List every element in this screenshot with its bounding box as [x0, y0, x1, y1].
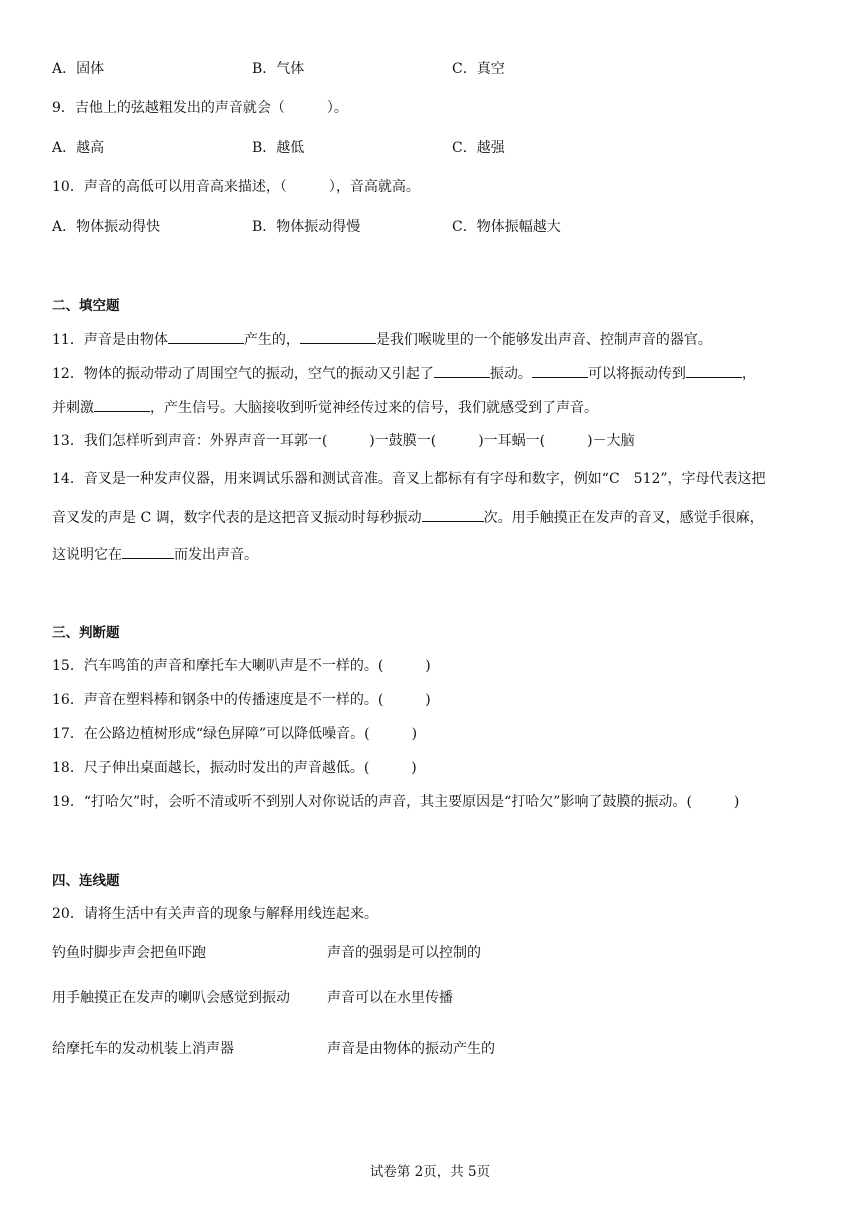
q10-option-c: C．物体振幅越大	[452, 219, 561, 235]
q8-option-c: C．真空	[452, 61, 505, 77]
q9-stem: 9．吉他上的弦越粗发出的声音就会（ ）。	[52, 100, 348, 116]
q12-blank-1	[434, 363, 490, 378]
q18: 18．尺子伸出桌面越长，振动时发出的声音越低。( )	[52, 760, 417, 776]
q11-blank-2	[300, 329, 376, 344]
q14-part-1: 音叉发的声是 C 调，数字代表的是这把音叉振动时每秒振动	[52, 510, 422, 526]
q11-part-3: 是我们喉咙里的一个能够发出声音、控制声音的器官。	[375, 332, 712, 348]
match-left-1: 钓鱼时脚步声会把鱼吓跑	[52, 945, 206, 961]
q12-line-1	[52, 363, 756, 384]
q15: 15．汽车鸣笛的声音和摩托车大喇叭声是不一样的。( )	[52, 658, 431, 674]
q10-option-a: A．物体振动得快	[52, 219, 161, 235]
q14-line-3	[52, 544, 258, 565]
q12-part-4: ，	[741, 366, 756, 382]
q16: 16．声音在塑料棒和钢条中的传播速度是不一样的。( )	[52, 692, 431, 708]
q20: 20．请将生活中有关声音的现象与解释用线连起来。	[52, 906, 378, 922]
q14-blank-1	[422, 507, 484, 522]
q17: 17．在公路边植树形成“绿色屏障”可以降低噪音。( )	[52, 726, 418, 742]
q14-part-2: 次。用手触摸正在发声的音叉，感觉手很麻，	[483, 510, 764, 526]
page-footer: 试卷第 2页，共 5页	[369, 1164, 491, 1180]
q11-part-1: 11．声音是由物体	[52, 332, 168, 348]
q10-stem: 10．声音的高低可以用音高来描述，（ ），音高就高。	[52, 179, 420, 195]
match-right-1: 声音的强弱是可以控制的	[327, 945, 481, 961]
match-left-2: 用手触摸正在发声的喇叭会感觉到振动	[52, 990, 290, 1006]
q14-line-2	[52, 507, 764, 528]
q12-part-1: 12．物体的振动带动了周围空气的振动，空气的振动又引起了	[52, 366, 434, 382]
match-right-2: 声音可以在水里传播	[327, 990, 453, 1006]
section-4-title: 四、连线题	[52, 873, 120, 889]
q12-blank-4	[94, 397, 150, 412]
q14-part-4: 而发出声音。	[174, 547, 258, 563]
q10-option-b: B．物体振动得慢	[252, 219, 361, 235]
q14-blank-2	[122, 544, 174, 559]
q12-line-2	[52, 397, 598, 418]
q11-part-2: 产生的，	[243, 332, 300, 348]
match-left-3: 给摩托车的发动机装上消声器	[52, 1041, 234, 1057]
match-right-3: 声音是由物体的振动产生的	[327, 1041, 495, 1057]
q11	[52, 329, 712, 350]
q12-part-6: ，产生信号。大脑接收到听觉神经传过来的信号，我们就感受到了声音。	[150, 400, 598, 416]
q12-part-2: 振动。	[489, 366, 532, 382]
q9-option-b: B．越低	[252, 140, 305, 156]
q8-option-a: A．固体	[52, 61, 105, 77]
q12-blank-2	[532, 363, 588, 378]
q12-part-3: 可以将振动传到	[587, 366, 686, 382]
q9-option-a: A．越高	[52, 140, 105, 156]
q12-blank-3	[686, 363, 742, 378]
q19: 19．“打哈欠”时，会听不清或听不到别人对你说话的声音，其主要原因是“打哈欠”影响了鼓膜的振动。( )	[52, 794, 740, 810]
q14-line-1: 14．音叉是一种发声仪器，用来调试乐器和测试音准。音叉上都标有有字母和数字，例如“C 512”，字母代表这把	[52, 471, 766, 487]
q13: 13．我们怎样听到声音：外界声音一耳郭一( )一鼓膜一( )一耳蜗一( )－大脑	[52, 433, 635, 449]
q8-option-b: B．气体	[252, 61, 305, 77]
section-3-title: 三、判断题	[52, 625, 120, 641]
q9-option-c: C．越强	[452, 140, 505, 156]
q12-part-5: 并刺激	[52, 400, 94, 416]
section-2-title: 二、填空题	[52, 298, 120, 314]
q11-blank-1	[168, 329, 244, 344]
q14-part-3: 这说明它在	[52, 547, 122, 563]
